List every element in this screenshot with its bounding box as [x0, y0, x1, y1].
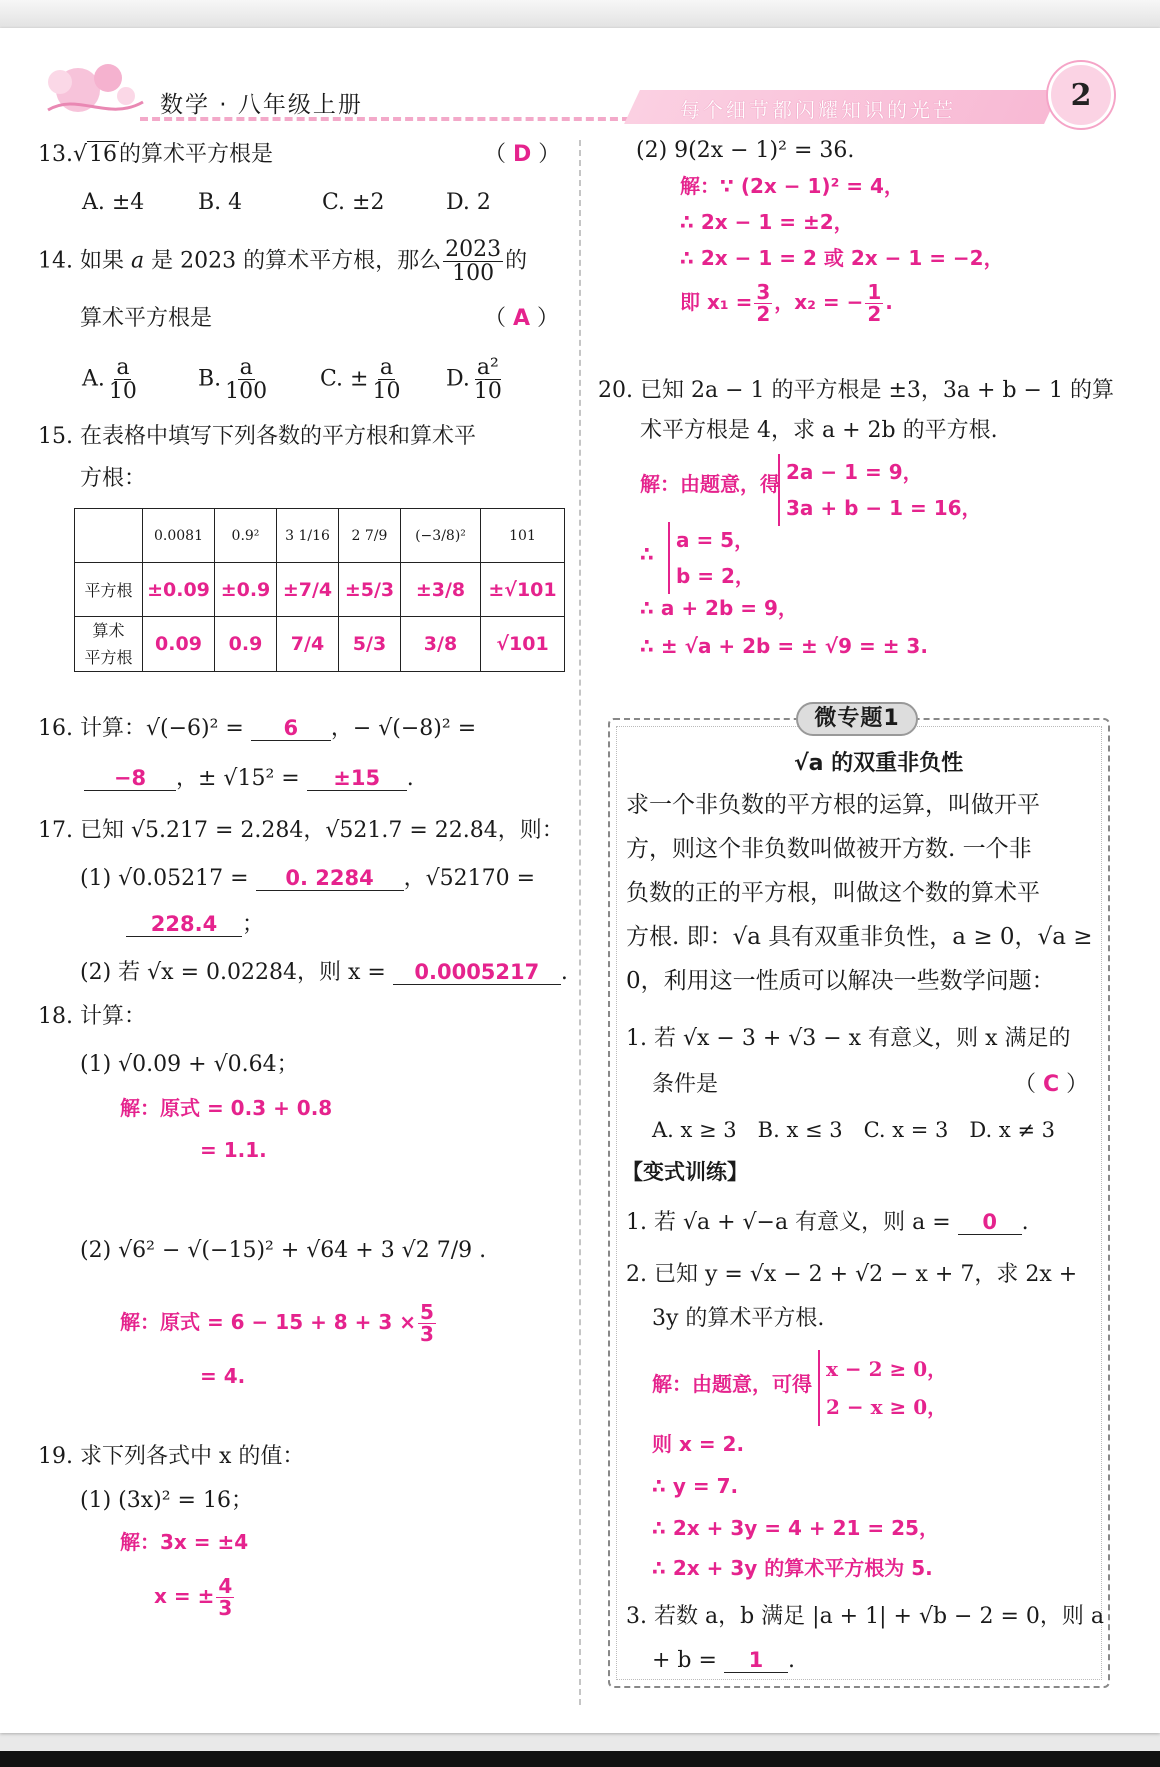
- frac-den: 10: [473, 379, 502, 405]
- table-cell: 5/3: [339, 617, 401, 672]
- q17-text-a: (1) √0.05217 =: [80, 866, 249, 891]
- q20-line1: 20. 已知 2a − 1 的平方根是 ±3，3a + b − 1 的算: [598, 378, 1114, 403]
- sys-line: x − 2 ≥ 0，: [826, 1357, 948, 1381]
- table-row: [75, 617, 565, 672]
- special-q1-options: A. x ≥ 3 B. x ≤ 3 C. x = 3 D. x ≠ 3: [652, 1118, 1056, 1142]
- frac-num: a: [239, 355, 253, 380]
- q14-var: a: [130, 248, 145, 274]
- motto-text: 每个细节都闪耀知识的光芒: [680, 98, 956, 122]
- frac-num: 4: [218, 1574, 233, 1598]
- opt-frac: [223, 356, 269, 403]
- table-cell: 0.9: [215, 617, 277, 672]
- sol-frac: [754, 282, 772, 325]
- q14-text-b: 是 2023 的算术平方根，那么: [144, 248, 442, 274]
- frac-den: 2: [756, 302, 771, 326]
- q20-line2: 术平方根是 4，求 a + 2b 的平方根.: [640, 418, 998, 443]
- q19-solution2-b: ∴ 2x − 1 = ±2，: [680, 210, 854, 234]
- frac-den: 10: [372, 379, 401, 405]
- q14-answer: A: [513, 306, 531, 331]
- special-topic-subtitle: √a 的双重非负性: [794, 751, 964, 776]
- q19-part2: (2) 9(2x − 1)² = 36.: [636, 138, 855, 163]
- q15-line2: 方根：: [80, 466, 147, 491]
- sol-text: 解：原式 = 6 − 15 + 8 + 3 ×: [120, 1310, 417, 1334]
- row-label-a: 算术: [92, 621, 125, 640]
- special-para-line: 方根. 即：√a 具有双重非负性，a ≥ 0，√a ≥: [626, 924, 1093, 950]
- special-q1-line2: 条件是: [652, 1072, 719, 1097]
- sys-line: 2 − x ≥ 0，: [826, 1395, 948, 1419]
- frac-den: 3: [218, 1596, 233, 1620]
- table-cell: 3/8: [401, 617, 481, 672]
- frac-den: 10: [108, 379, 137, 405]
- special-para-line: 0，利用这一性质可以解决一些数学问题：: [626, 968, 1055, 994]
- q14-option-c: [320, 356, 404, 403]
- q18-solution1-b: = 1.1.: [200, 1138, 267, 1162]
- q16-end: .: [406, 766, 414, 791]
- q18-part2: (2) √6² − √(−15)² + √64 + 3 √2 7/9 .: [80, 1238, 487, 1263]
- drill-q2-line2: 3y 的算术平方根.: [652, 1306, 825, 1331]
- q20-solution-a: 解：由题意，得: [640, 472, 780, 496]
- flower-ornament-icon: [38, 52, 148, 122]
- q17-text-e: .: [560, 960, 568, 985]
- sys-line: 3a + b − 1 = 16，: [786, 496, 982, 520]
- special-topic-badge: 微专题1: [796, 702, 918, 736]
- drill-q2-line1: 2. 已知 y = √x − 2 + √2 − x + 7，求 2x +: [626, 1262, 1078, 1287]
- column-divider: [579, 140, 581, 1705]
- q13-stem: 13.√16的算术平方根是: [38, 142, 274, 167]
- drill-q3-line2: [652, 1648, 795, 1674]
- q14-stem: [38, 238, 527, 285]
- q13-radicand: 16: [89, 142, 118, 167]
- q16-text-mid2: ，± √15² =: [176, 766, 300, 791]
- table-cell: ±3/8: [401, 563, 481, 617]
- q17-text-d: (2) 若 √x = 0.02284，则 x =: [80, 960, 386, 985]
- sol-text: x = ±: [154, 1584, 215, 1608]
- q16-blank-2: −8: [84, 767, 176, 791]
- q14-option-a: [82, 356, 141, 403]
- opt-frac: [370, 356, 402, 403]
- q13-option-d: D. 2: [446, 190, 491, 215]
- drill-q2-step: ∴ y = 7.: [652, 1474, 739, 1498]
- page-number: 2: [1048, 62, 1114, 128]
- opt-label: D.: [446, 366, 470, 392]
- special-q1-answer: C: [1043, 1072, 1060, 1097]
- q14-answer-bracket: （ A ）: [484, 306, 560, 331]
- q20-system-1: [778, 454, 982, 526]
- q14-fraction: [443, 238, 503, 285]
- drill-q1-end: .: [1021, 1210, 1029, 1235]
- frac-den: 2: [867, 302, 882, 326]
- paren-right: ）: [538, 142, 561, 167]
- special-para-line: 负数的正的平方根，叫做这个数的算术平: [626, 880, 1040, 906]
- header-title: 数学 · 八年级上册: [160, 92, 363, 118]
- table-cell: 7/4: [277, 617, 339, 672]
- frac-num: 1: [867, 280, 882, 304]
- q17-part2: [80, 960, 568, 986]
- drill-q2-step: 则 x = 2.: [652, 1432, 745, 1456]
- frac-num: 5: [420, 1300, 434, 1324]
- table-cell: 0.09: [143, 617, 215, 672]
- table-cell: ±0.9: [215, 563, 277, 617]
- frac-num: 3: [756, 280, 771, 304]
- table-header-cell: 0.0081: [143, 509, 215, 563]
- drill-q2-step: ∴ 2x + 3y = 4 + 21 = 25，: [652, 1516, 939, 1540]
- q13-text: 的算术平方根是: [119, 142, 274, 167]
- table-cell: ±0.09: [143, 563, 215, 617]
- drill-q3-end: .: [787, 1648, 795, 1673]
- q13-number: 13.: [38, 142, 73, 167]
- table-header-cell: 2 7/9: [339, 509, 401, 563]
- q16-line1: [38, 716, 476, 742]
- opt-label: B.: [198, 366, 222, 392]
- q18-solution2-b: = 4.: [200, 1364, 246, 1388]
- opt-frac: [107, 356, 139, 403]
- special-para-line: 方，则这个非负数叫做被开方数. 一个非: [626, 836, 1032, 862]
- q15-line1: 15. 在表格中填写下列各数的平方根和算术平: [38, 424, 476, 449]
- frac-den: 100: [452, 261, 495, 287]
- frac-den: 3: [420, 1322, 434, 1346]
- drill-q3-blank: 1: [724, 1649, 788, 1673]
- table-row: [75, 563, 565, 617]
- drill-q3-text: + b =: [652, 1648, 717, 1673]
- table-corner: [75, 509, 143, 563]
- row-label: [75, 617, 143, 672]
- table-cell: √101: [481, 617, 565, 672]
- drill-q2-step: ∴ 2x + 3y 的算术平方根为 5.: [652, 1556, 933, 1580]
- sol-text: .: [885, 290, 893, 314]
- q17-blank-3: 0.0005217: [393, 961, 561, 985]
- q17-line1: 17. 已知 √5.217 = 2.284，√521.7 = 22.84，则：: [38, 818, 564, 843]
- q18-solution2-a: [120, 1302, 438, 1345]
- q17-part1-line2: [126, 912, 264, 938]
- frac-num: a: [379, 355, 394, 380]
- q19-part1: (1) (3x)² = 16；: [80, 1488, 253, 1513]
- table-header-cell: (−3/8)²: [401, 509, 481, 563]
- q14-option-d: [446, 356, 506, 403]
- bottom-bar: [0, 1751, 1160, 1767]
- table-cell: ±√101: [481, 563, 565, 617]
- q13-answer: D: [513, 142, 532, 167]
- table-header-cell: 3 1/16: [277, 509, 339, 563]
- drill-q1-text: 1. 若 √a + √−a 有意义，则 a =: [626, 1210, 951, 1235]
- q13-option-b: B. 4: [198, 190, 243, 215]
- frac-num: a²: [476, 355, 499, 380]
- table-header-cell: 101: [481, 509, 565, 563]
- q19-solution2-c: ∴ 2x − 1 = 2 或 2x − 1 = −2，: [680, 246, 1004, 270]
- q13-option-a: A. ±4: [82, 190, 145, 215]
- sys-line: a = 5，: [676, 528, 755, 552]
- q18-solution1-a: 解：原式 = 0.3 + 0.8: [120, 1096, 333, 1120]
- q16-line2: [84, 766, 414, 792]
- sol-text: ，x₂ = −: [774, 290, 864, 314]
- frac-num: 2023: [445, 237, 502, 262]
- frac-den: 100: [225, 379, 268, 405]
- drill-q1-blank: 0: [958, 1211, 1022, 1235]
- q13-option-c: C. ±2: [322, 190, 385, 215]
- sys-line: b = 2，: [676, 564, 755, 588]
- q19-solution1-a: 解：3x = ±4: [120, 1530, 249, 1554]
- q14-text-c: 的: [505, 248, 528, 274]
- special-q1-answer-bracket: （ C ）: [1014, 1072, 1089, 1097]
- table-cell: ±7/4: [277, 563, 339, 617]
- square-root-table: [74, 508, 565, 672]
- q14-option-b: [198, 356, 271, 403]
- paren-left: （: [484, 142, 507, 167]
- q19-title: 19. 求下列各式中 x 的值：: [38, 1444, 305, 1469]
- opt-label: A.: [82, 366, 105, 392]
- q18-part1: (1) √0.09 + √0.64；: [80, 1052, 299, 1077]
- q14-line2: 算术平方根是: [80, 306, 213, 331]
- q16-blank-3: ±15: [307, 767, 407, 791]
- q17-blank-1: 0. 2284: [256, 867, 404, 891]
- q16-text: 16. 计算：√(−6)² =: [38, 716, 244, 741]
- q17-blank-2: 228.4: [126, 913, 242, 937]
- opt-frac: [472, 356, 504, 403]
- drill-q2-solution: 解：由题意，可得: [652, 1372, 812, 1396]
- drill-q3-line1: 3. 若数 a，b 满足 |a + 1| + √b − 2 = 0，则 a: [626, 1604, 1104, 1629]
- drill-heading: 【变式训练】: [622, 1160, 748, 1184]
- special-para-line: 求一个非负数的平方根的运算，叫做开平: [626, 792, 1040, 818]
- q19-solution2-d: [680, 282, 893, 325]
- therefore-sign: ∴: [640, 542, 654, 566]
- sol-frac: [865, 282, 883, 325]
- q17-text-b: ，√52170 =: [403, 866, 536, 891]
- q16-text-mid: ，− √(−8)² =: [330, 716, 477, 741]
- sys-line: 2a − 1 = 9，: [786, 460, 923, 484]
- frac-num: a: [116, 355, 130, 380]
- row-label-b: 平方根: [84, 648, 133, 668]
- q17-part1: [80, 866, 535, 892]
- q17-text-c: ；: [242, 912, 265, 937]
- drill-q2-system: [818, 1350, 947, 1426]
- sol-frac: [216, 1576, 234, 1619]
- q19-solution1-b: [154, 1576, 236, 1619]
- table-header-cell: 0.9²: [215, 509, 277, 563]
- table-header-row: [75, 509, 565, 563]
- header-divider: [140, 117, 630, 121]
- q13-answer-bracket: [484, 142, 560, 168]
- row-label: 平方根: [75, 563, 143, 617]
- drill-q1: [626, 1210, 1029, 1236]
- special-q1-line1: 1. 若 √x − 3 + √3 − x 有意义，则 x 满足的: [626, 1026, 1071, 1051]
- q16-blank-1: 6: [251, 717, 331, 741]
- sol-text: 即 x₁ =: [680, 290, 753, 314]
- opt-label: C. ±: [320, 366, 369, 392]
- q19-solution2-a: 解：∵ (2x − 1)² = 4，: [680, 174, 904, 198]
- q20-system-2: [668, 522, 755, 594]
- table-cell: ±5/3: [339, 563, 401, 617]
- q20-solution-b: ∴ a + 2b = 9，: [640, 596, 798, 620]
- q20-solution-c: ∴ ± √a + 2b = ± √9 = ± 3.: [640, 634, 928, 658]
- q18-title: 18. 计算：: [38, 1004, 146, 1029]
- q14-text-a: 14. 如果: [38, 248, 131, 274]
- sol-frac: [418, 1302, 436, 1345]
- top-shadow: [0, 0, 1160, 28]
